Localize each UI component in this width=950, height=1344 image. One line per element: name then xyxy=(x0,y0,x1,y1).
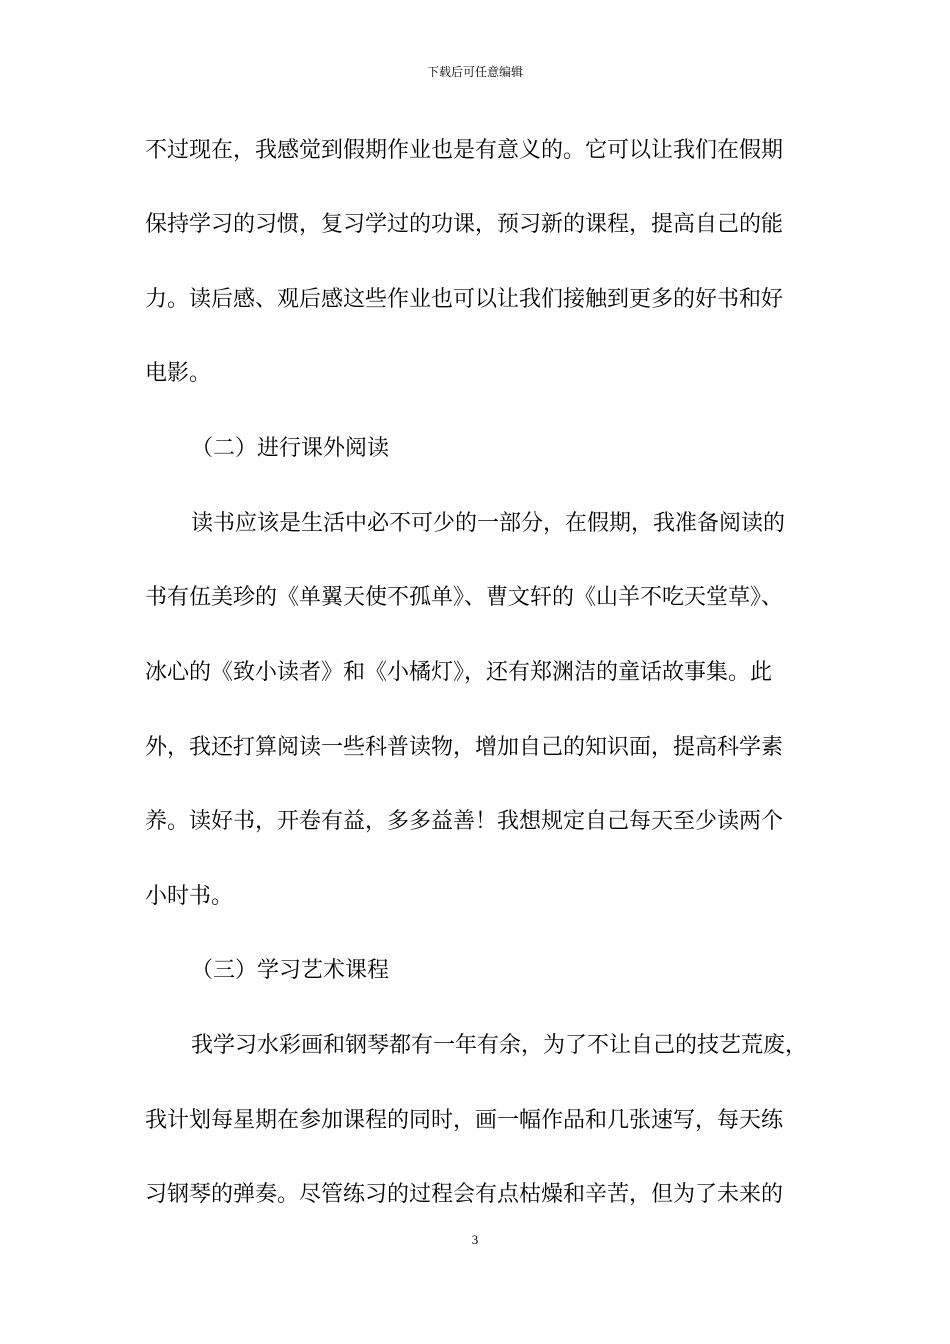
page-number: 3 xyxy=(471,1232,479,1247)
paragraph-line: 书有伍美珍的《单翼天使不孤单》、曹文轩的《山羊不吃天堂草》、 xyxy=(145,585,784,610)
paragraph-line: 我学习水彩画和钢琴都有一年有余，为了不让自己的技艺荒废， xyxy=(191,1033,808,1058)
paragraph-line: 小时书。 xyxy=(145,884,234,909)
paragraph-line: 保持学习的习惯，复习学过的功课，预习新的课程，提高自己的能 xyxy=(145,212,784,237)
paragraph-line: 力。读后感、观后感这些作业也可以让我们接触到更多的好书和好 xyxy=(145,287,784,312)
paragraph-line: 习钢琴的弹奏。尽管练习的过程会有点枯燥和辛苦，但为了未来的 xyxy=(145,1182,784,1207)
paragraph-line: 读书应该是生活中必不可少的一部分，在假期，我准备阅读的 xyxy=(191,511,786,536)
section-heading: （三）学习艺术课程 xyxy=(191,958,390,983)
page-header: 下载后可任意编辑 xyxy=(426,65,523,79)
paragraph-line: 我计划每星期在参加课程的同时，画一幅作品和几张速写，每天练 xyxy=(145,1108,784,1133)
paragraph-line: 外，我还打算阅读一些科普读物，增加自己的知识面，提高科学素 xyxy=(145,735,784,760)
section-heading: （二）进行课外阅读 xyxy=(191,436,390,461)
paragraph-line: 养。读好书，开卷有益，多多益善！我想规定自己每天至少读两个 xyxy=(145,809,784,834)
paragraph-line: 电影。 xyxy=(145,361,212,386)
paragraph-line: 不过现在，我感觉到假期作业也是有意义的。它可以让我们在假期 xyxy=(145,138,784,163)
paragraph-line: 冰心的《致小读者》和《小橘灯》，还有郑渊洁的童话故事集。此 xyxy=(145,660,773,685)
